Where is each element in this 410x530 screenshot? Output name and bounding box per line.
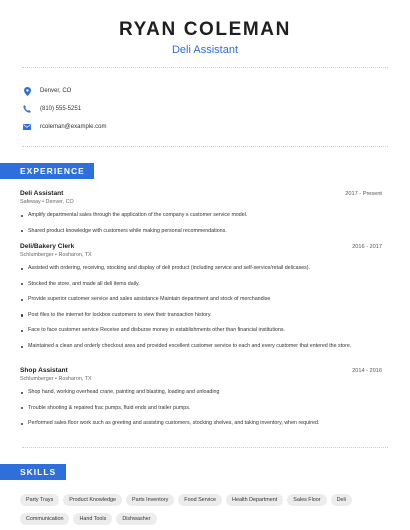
contact-list [22,82,106,136]
header-divider [22,67,388,68]
job-bullet: Post files to the internet for lockbox customers to view their transaction history. [20,312,382,319]
job-dates: 2017 - Present [345,191,382,197]
job-entry [20,367,382,436]
skill-chip: Hand Tools [73,513,112,525]
skill-chip: Health Department [226,494,283,506]
contact-divider [22,146,388,147]
job-bullets [20,265,382,350]
job-entry [20,243,382,359]
candidate-name: RYAN COLEMAN [119,19,291,40]
skill-chip: Parts Inventory [126,494,174,506]
job-dates: 2014 - 2016 [352,368,382,374]
job-dates: 2016 - 2017 [352,244,382,250]
skills-heading: SKILLS [0,464,66,480]
contact-phone-text: (810) 555-5251 [40,106,82,112]
skill-chip: Food Service [178,494,222,506]
job-entry [20,190,382,243]
contact-email-text: rcoleman@example.com [40,124,107,130]
skill-chip: Sales Floor [287,494,326,506]
contact-location-text: Denver, CO [40,88,72,94]
job-employer: Schlumberger • Rosharon, TX [20,252,92,258]
job-employer: Schlumberger • Rosharon, TX [20,376,92,382]
experience-divider [22,447,388,448]
job-title: Shop Assistant [20,367,68,374]
location-pin-icon [22,86,32,96]
job-bullet: Performed sales floor work such as greeting and assisting customers, stocking shelves, and taking inventory, when required. [20,420,382,427]
experience-heading: EXPERIENCE [0,163,94,179]
job-bullet: Trouble shooting & repaired frac pumps, fluid ends and trailer pumps. [20,405,382,412]
job-bullet: Face to face customer service Receive and disburse money in establishments other than financial institutions. [20,327,382,334]
skill-chip: Communication [20,513,69,525]
contact-email [22,118,106,136]
job-bullet: Maintained a clean and orderly checkout area and provided excellent customer service to each and every customer that entered the store. [20,343,382,350]
skill-chip: Deli [331,494,352,506]
contact-location [22,82,106,100]
candidate-title: Deli Assistant [171,44,239,56]
job-bullet: Shared product knowledge with customers while making personal recommendations. [20,228,382,235]
job-bullet: Amplify departmental sales through the application of the company s customer service model. [20,212,382,219]
job-bullets [20,212,382,235]
job-title: Deli/Bakery Clerk [20,243,75,250]
skills-list [20,494,388,525]
skill-chip: Party Trays [20,494,59,506]
email-icon [22,122,32,132]
skill-chip: Dishwasher [116,513,156,525]
job-bullets [20,389,382,428]
contact-phone [22,100,106,118]
job-bullet: Stocked the store, and made all deli items daily. [20,281,382,288]
resume-header [0,0,410,57]
skill-chip: Product Knowledge [63,494,122,506]
job-employer: Safeway • Denver, CO [20,199,74,205]
job-bullet: Provide superior customer service and sales assistance Maintain department and stock of merchandise [20,296,382,303]
job-bullet: Shop hand, working overhead crane, painting and blasting, loading and unloading [20,389,382,396]
job-bullet: Assisted with ordering, receiving, stocking and display of deli product (including service and self-service/retail delicases). [20,265,382,272]
job-title: Deli Assistant [20,190,64,197]
phone-icon [22,104,32,114]
